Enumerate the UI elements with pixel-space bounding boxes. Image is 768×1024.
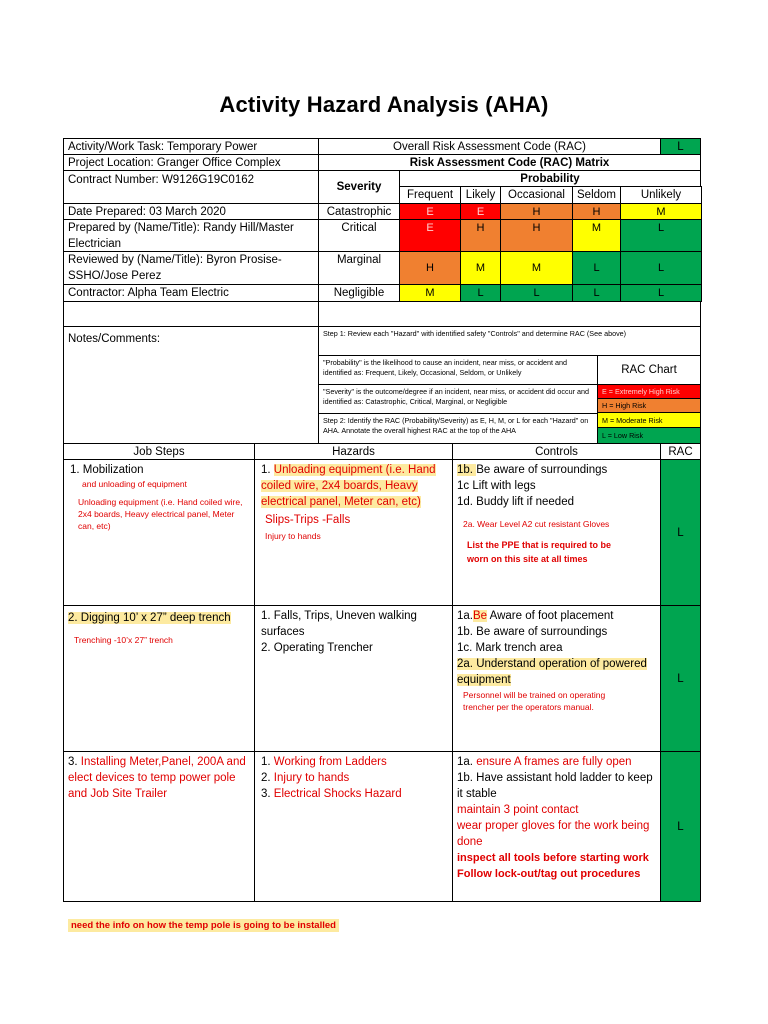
contract-field: Contract Number: W9126G19C0162: [63, 170, 319, 204]
table-row-2-job-step: [63, 605, 255, 752]
rac-matrix-cell: H: [572, 203, 621, 220]
rac-matrix-cell: E: [460, 203, 501, 220]
table-row-3-hazards: [254, 751, 453, 902]
control-text: maintain 3 point contact: [457, 804, 579, 816]
table-row-3-job-step: [63, 751, 255, 902]
control-text: 1b. Be aware of surroundings: [457, 626, 608, 638]
severity-marginal: Marginal: [318, 251, 400, 285]
control-number: 2a.: [457, 658, 477, 670]
overall-rac-value: L: [660, 138, 701, 155]
control-note: Personnel will be trained on operating trencher per the operators manual.: [463, 690, 606, 712]
rac-chart-title: RAC Chart: [597, 355, 701, 385]
matrix-title: Risk Assessment Code (RAC) Matrix: [318, 154, 701, 171]
hazard-text: Working from Ladders: [273, 756, 387, 768]
table-row-1-hazards: [254, 459, 453, 606]
rac-matrix-cell: E: [399, 203, 461, 220]
page-title: Activity Hazard Analysis (AHA): [219, 92, 549, 117]
rac-matrix-cell: H: [399, 251, 461, 285]
control-number: 1b.: [457, 464, 477, 476]
table-row-3-controls: [452, 751, 661, 902]
blank-field: [63, 301, 319, 327]
rac-chart-extreme: E = Extremely High Risk: [597, 384, 701, 399]
probability-occasional: Occasional: [500, 186, 573, 204]
probability-frequent: Frequent: [399, 186, 461, 204]
controls-header: Controls: [452, 443, 661, 460]
hazards-header: Hazards: [254, 443, 453, 460]
hazard-number: 1.: [261, 756, 274, 768]
step-number: 1.: [70, 464, 83, 476]
reviewed-by-field: Reviewed by (Name/Title): Byron Prosise-SSHO/Jose Perez: [63, 251, 319, 285]
rac-matrix-cell: M: [460, 251, 501, 285]
control-note: 2a. Wear Level A2 cut resistant Gloves: [463, 519, 610, 529]
rac-matrix-cell: M: [572, 219, 621, 252]
control-highlight: Be: [473, 610, 488, 622]
hazard-number: 3.: [261, 788, 274, 800]
job-step-note: Trenching -10’x 27” trench: [74, 635, 173, 645]
control-text: Understand operation of powered equipment: [457, 658, 647, 686]
job-step-text: Mobilization: [82, 464, 144, 476]
table-row-1-rac: L: [660, 459, 701, 606]
hazard-number: 1.: [261, 464, 274, 476]
hazard-text: 1. Falls, Trips, Uneven walking surfaces: [261, 610, 417, 638]
control-text: 1c Lift with legs: [457, 480, 536, 492]
hazard-number: 2.: [261, 642, 274, 654]
probability-seldom: Seldom: [572, 186, 621, 204]
severity-definition: "Severity" is the outcome/degree if an incident, near miss, or accident did occur and identified as: Catastrophic, Critical, Marginal, or Negligible: [318, 384, 598, 414]
job-step-text: Installing Meter,Panel, 200A and elect devices to temp power pole and Job Site Trailer: [68, 756, 246, 800]
probability-definition: "Probability" is the likelihood to cause an incident, near miss, or accident and identified as: Frequent, Likely, Occasional, Seldom, or Unlikely: [318, 355, 598, 385]
rac-matrix-cell: L: [572, 284, 621, 302]
hazard-text: Injury to hands: [273, 772, 350, 784]
hazard-red-text: Slips-Trips -Falls: [265, 514, 351, 526]
job-steps-header: Job Steps: [63, 443, 255, 460]
activity-field: Activity/Work Task: Temporary Power: [63, 138, 319, 155]
rac-matrix-cell: L: [620, 251, 702, 285]
rac-chart-high: H = High Risk: [597, 398, 701, 413]
table-row-1-job-step: [63, 459, 255, 606]
overall-rac-label: Overall Risk Assessment Code (RAC): [318, 138, 661, 155]
control-text: 1b. Have assistant hold ladder to keep it stable: [457, 772, 653, 800]
rac-matrix-cell: M: [620, 203, 702, 220]
step2-text: Step 2: Identify the RAC (Probability/Severity) as E, H, M, or L for each "Hazard" on AHA. Annotate the overall highest RAC at the top of the AHA: [318, 413, 598, 444]
control-text: inspect all tools before starting work: [457, 852, 649, 864]
rac-matrix-cell: L: [500, 284, 573, 302]
probability-likely: Likely: [460, 186, 501, 204]
rac-matrix-cell: L: [620, 219, 702, 252]
hazard-text: Operating Trencher: [273, 642, 373, 654]
footer-note: need the info on how the temp pole is going to be installed: [68, 919, 339, 932]
table-row-2-rac: L: [660, 605, 701, 752]
job-step-text: Digging 10’ x 27” deep trench: [80, 612, 231, 624]
control-text: Aware of foot placement: [487, 610, 614, 622]
table-row-2-hazards: [254, 605, 453, 752]
job-step-note: and unloading of equipment: [82, 479, 187, 489]
control-number: 1a.: [457, 756, 477, 768]
probability-unlikely: Unlikely: [620, 186, 702, 204]
date-field: Date Prepared: 03 March 2020: [63, 203, 319, 220]
table-row-1-controls: [452, 459, 661, 606]
rac-matrix-cell: H: [500, 219, 573, 252]
control-text: Be aware of surroundings: [476, 464, 608, 476]
location-field: Project Location: Granger Office Complex: [63, 154, 319, 171]
severity-header: Severity: [318, 170, 400, 204]
contractor-field: Contractor: Alpha Team Electric: [63, 284, 319, 302]
rac-matrix-cell: L: [460, 284, 501, 302]
hazard-text: Unloading equipment (i.e. Hand coiled wire, 2x4 boards, Heavy electrical panel, Meter can, etc): [261, 464, 436, 508]
control-text: 1d. Buddy lift if needed: [457, 496, 574, 508]
severity-negligible: Negligible: [318, 284, 400, 302]
job-step-note: Unloading equipment (i.e. Hand coiled wire, 2x4 boards, Heavy electrical panel, Meter can, etc): [78, 497, 243, 531]
control-number: 1a.: [457, 610, 473, 622]
rac-matrix-cell: M: [399, 284, 461, 302]
step1-text: Step 1: Review each "Hazard" with identified safety "Controls" and determine RAC (See above): [318, 326, 701, 356]
table-row-2-controls: [452, 605, 661, 752]
step-number: 3.: [68, 756, 81, 768]
rac-matrix-cell: H: [460, 219, 501, 252]
rac-matrix-cell: E: [399, 219, 461, 252]
control-note: List the PPE that is required to be worn on this site at all times: [467, 540, 612, 564]
hazard-note: Injury to hands: [265, 531, 321, 541]
control-text: wear proper gloves for the work being done: [457, 820, 650, 848]
severity-catastrophic: Catastrophic: [318, 203, 400, 220]
rac-chart-moderate: M = Moderate Risk: [597, 412, 701, 428]
control-text: ensure A frames are fully open: [476, 756, 632, 768]
hazard-text: Electrical Shocks Hazard: [273, 788, 402, 800]
control-text: Follow lock-out/tag out procedures: [457, 868, 641, 880]
notes-field: Notes/Comments:: [63, 326, 319, 444]
matrix-blank-row: [318, 301, 701, 327]
probability-header: Probability: [399, 170, 701, 187]
hazard-number: 2.: [261, 772, 274, 784]
step-number: 2.: [68, 612, 81, 624]
rac-matrix-cell: L: [620, 284, 702, 302]
prepared-by-field: Prepared by (Name/Title): Randy Hill/Master Electrician: [63, 219, 319, 252]
table-row-3-rac: L: [660, 751, 701, 902]
rac-header: RAC: [660, 443, 701, 460]
rac-chart-low: L = Low Risk: [597, 427, 701, 444]
control-text: 1c. Mark trench area: [457, 642, 563, 654]
severity-critical: Critical: [318, 219, 400, 252]
rac-matrix-cell: L: [572, 251, 621, 285]
rac-matrix-cell: H: [500, 203, 573, 220]
rac-matrix-cell: M: [500, 251, 573, 285]
